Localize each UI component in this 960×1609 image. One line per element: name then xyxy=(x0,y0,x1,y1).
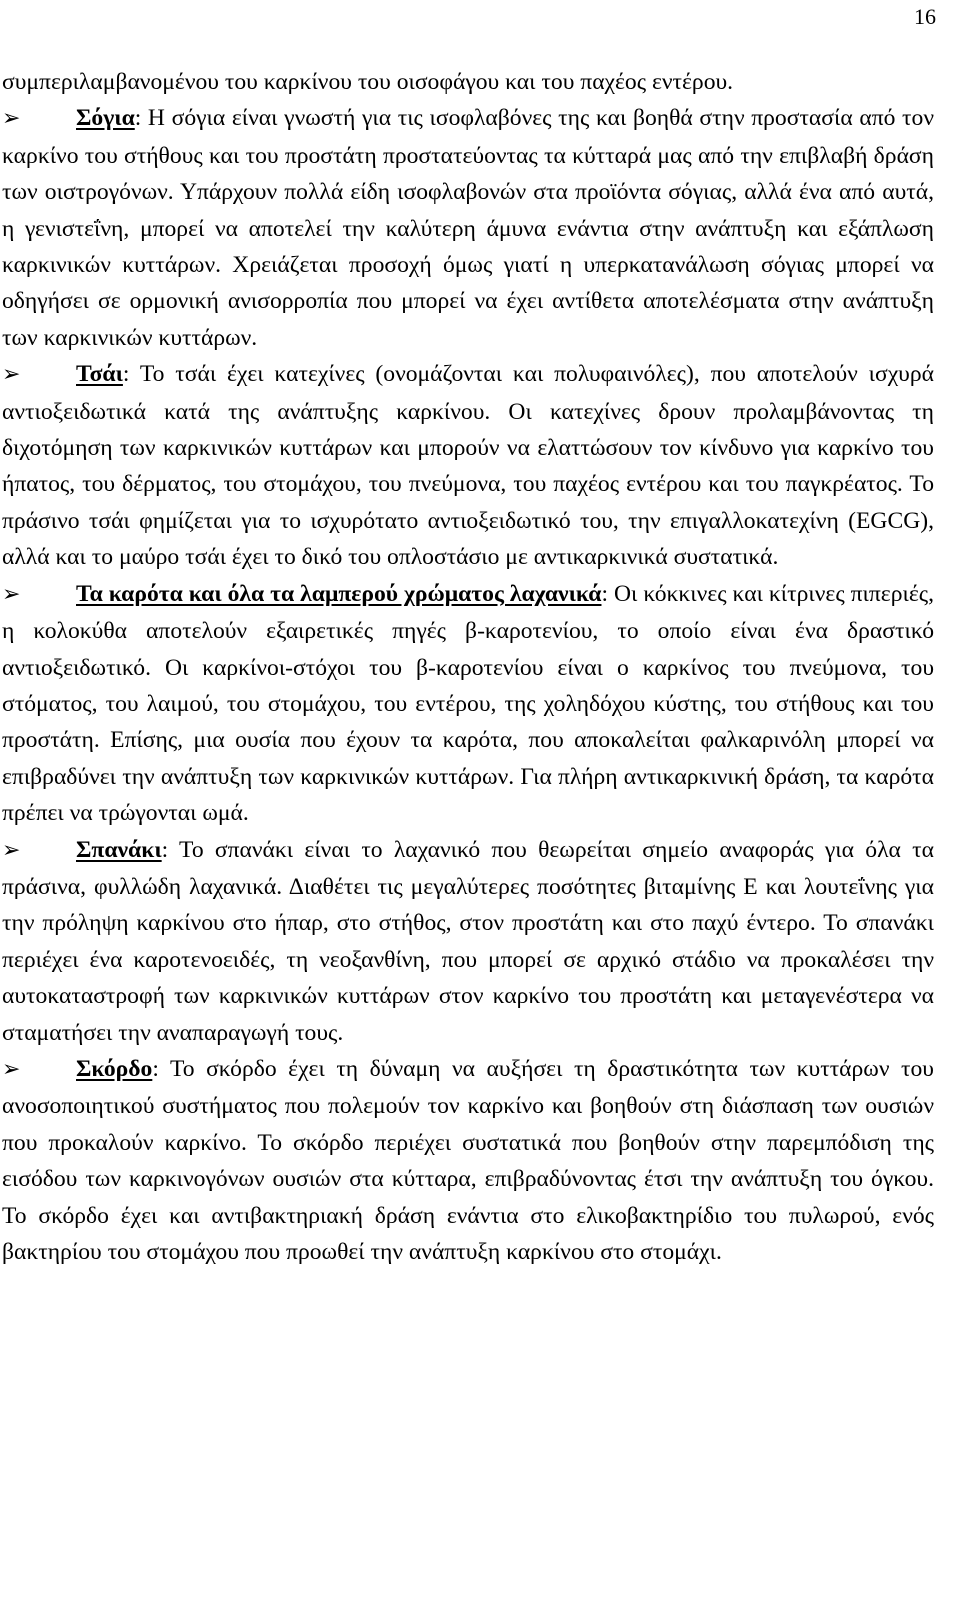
arrow-bullet-icon: ➢ xyxy=(2,362,21,388)
term-heading: Τα καρότα και όλα τα λαμπερού χρώματος λαχανικά xyxy=(76,580,602,607)
list-item-carrots xyxy=(2,576,934,832)
term-heading: Σπανάκι xyxy=(76,836,162,863)
arrow-bullet-icon: ➢ xyxy=(2,581,21,607)
arrow-bullet-icon: ➢ xyxy=(2,106,21,132)
page-number: 16 xyxy=(914,4,936,29)
item-text: : Η σόγια είναι γνωστή για τις ισοφλαβόνες της και βοηθά στην προστασία από τον καρκίνο του στήθους και του προστάτη προστατεύοντας τα κύτταρά μας από την επιβλαβή δράση των οιστρογόνων. Υπάρχουν πολλά είδη ισοφλαβονών στα προϊόντα σόγιας, αλλά ένα από αυτά, η γενιστεΐνη, μπορεί να αποτελεί την καλύτερη άμυνα ενάντια στην ανάπτυξη και εξάπλωση καρκινικών κυττάρων. Χρειάζεται προσοχή όμως γιατί η υπερκατανάλωση σόγιας μπορεί να οδηγήσει σε ορμονική ανισορροπία που μπορεί να έχει αντίθετα αποτελέσματα στην ανάπτυξη των καρκινικών κυττάρων. xyxy=(2,105,934,351)
arrow-bullet-icon: ➢ xyxy=(2,1056,21,1082)
term-heading: Σκόρδο xyxy=(76,1055,153,1082)
term-heading: Τσάι xyxy=(76,361,123,388)
intro-paragraph: συμπεριλαμβανομένου του καρκίνου του οισοφάγου και του παχέος εντέρου. xyxy=(2,69,734,95)
list-item-soy xyxy=(2,100,934,356)
list-item-tea xyxy=(2,356,934,575)
arrow-bullet-icon: ➢ xyxy=(2,837,21,863)
item-text: : Οι κόκκινες και κίτρινες πιπεριές, η κολοκύθα αποτελούν εξαιρετικές πηγές β-καροτενίου, το οποίο είναι ένα δραστικό αντιοξειδωτικό. Οι καρκίνοι-στόχοι του β-καροτενίου είναι ο καρκίνος του πνεύμονα, του στόματος, του λαιμού, του στομάχου, του εντέρου, της χοληδόχου κύστης, του στήθους και του προστάτη. Επίσης, μια ουσία που έχουν τα καρότα, που αποκαλείται φαλκαρινόλη μπορεί να επιβραδύνει την ανάπτυξη των καρκινικών κυττάρων. Για πλήρη αντικαρκινική δράση, τα καρότα πρέπει να τρώγονται ωμά. xyxy=(2,580,934,827)
item-text: : Το τσάι έχει κατεχίνες (ονομάζονται και πολυφαινόλες), που αποτελούν ισχυρά αντιοξειδωτικά κατά της ανάπτυξης καρκίνου. Οι κατεχίνες δρουν προλαμβάνοντας τη διχοτόμηση των καρκινικών κυττάρων και μπορούν να ελαττώσουν τον κίνδυνο για καρκίνο του ήπατος, του δέρματος, του στομάχου, του πνεύμονα, του παχέος εντέρου και του παγκρέατος. Το πράσινο τσάι φημίζεται για το ισχυρότατο αντιοξειδωτικό του, την επιγαλλοκατεχίνη (EGCG), αλλά και το μαύρο τσάι έχει το δικό του οπλοστάσιο με αντικαρκινικά συστατικά. xyxy=(2,361,934,571)
document-body xyxy=(2,64,934,1270)
list-item-spinach xyxy=(2,832,934,1051)
list-item-garlic xyxy=(2,1051,934,1270)
term-heading: Σόγια xyxy=(76,105,135,132)
item-text: : Το σκόρδο έχει τη δύναμη να αυξήσει τη δραστικότητα των κυττάρων του ανοσοποιητικού συστήματος που πολεμούν τον καρκίνο και βοηθούν στη διάσπαση των ουσιών που προκαλούν καρκίνο. Το σκόρδο περιέχει συστατικά που βοηθούν στην παρεμπόδιση της εισόδου των καρκινογόνων ουσιών στα κύτταρα, επιβραδύνοντας έτσι την ανάπτυξη του όγκου. Το σκόρδο έχει και αντιβακτηριακή δράση ενάντια στο ελικοβακτηρίδιο του πυλωρού, ενός βακτηρίου του στομάχου που προωθεί την ανάπτυξη καρκίνου στο στομάχι. xyxy=(2,1055,934,1265)
item-text: : Το σπανάκι είναι το λαχανικό που θεωρείται σημείο αναφοράς για όλα τα πράσινα, φυλλώδη λαχανικά. Διαθέτει τις μεγαλύτερες ποσότητες βιταμίνης Ε και λουτεΐνης για την πρόληψη καρκίνου στο ήπαρ, στο στήθος, στον προστάτη και στο παχύ έντερο. Το σπανάκι περιέχει ένα καροτενοειδές, τη νεοξανθίνη, που μπορεί σε αρχικό στάδιο να προκαλέσει την αυτοκαταστροφή των καρκινικών κυττάρων στον καρκίνο του προστάτη και μεταγενέστερα να σταματήσει την αναπαραγωγή τους. xyxy=(2,836,934,1046)
